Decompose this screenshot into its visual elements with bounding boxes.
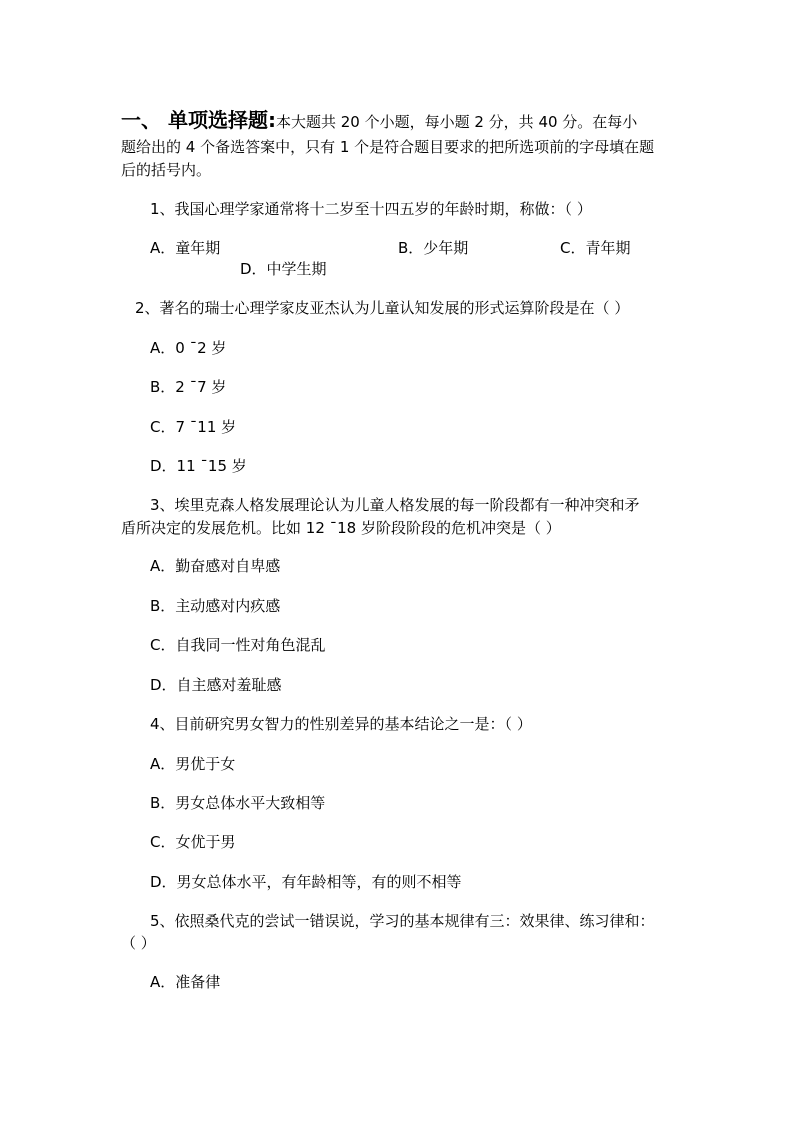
question-2-stem: 2、著名的瑞士心理学家皮亚杰认为儿童认知发展的形式运算阶段是在（ ） xyxy=(135,299,630,317)
section-instructions-1: 本大题共 20 个小题，每小题 2 分，共 40 分。在每小 xyxy=(275,113,638,131)
question-1-option-d[interactable]: D．中学生期 xyxy=(240,260,327,278)
question-3-option-d[interactable]: D．自主感对羞耻感 xyxy=(150,676,282,694)
question-4-option-c[interactable]: C．女优于男 xyxy=(150,833,236,851)
question-3-option-b[interactable]: B．主动感对内疚感 xyxy=(150,597,281,615)
section-title-colon: : xyxy=(267,108,276,132)
section-title: 一、 单项选择题 xyxy=(121,108,268,132)
question-1-option-c[interactable]: C．青年期 xyxy=(560,239,631,257)
question-2-option-d[interactable]: D．11 ¯15 岁 xyxy=(150,457,247,475)
question-1-stem: 1、我国心理学家通常将十二岁至十四五岁的年龄时期，称做：（ ） xyxy=(150,200,592,218)
question-5-stem-1: 5、依照桑代克的尝试一错误说，学习的基本规律有三：效果律、练习律和： xyxy=(150,912,655,930)
question-1-option-b[interactable]: B．少年期 xyxy=(398,239,469,257)
question-1-option-a[interactable]: A．童年期 xyxy=(150,239,221,257)
question-2-option-a[interactable]: A．0 ¯2 岁 xyxy=(150,339,227,357)
section-instructions-2: 题给出的 4 个备选答案中，只有 1 个是符合题目要求的把所选项前的字母填在题 xyxy=(121,138,655,156)
question-4-option-b[interactable]: B．男女总体水平大致相等 xyxy=(150,794,326,812)
question-5-stem-2: （ ） xyxy=(121,934,156,952)
section-instructions-3: 后的括号内。 xyxy=(121,161,212,179)
question-3-stem-1: 3、埃里克森人格发展理论认为儿童人格发展的每一阶段都有一种冲突和矛 xyxy=(150,496,640,514)
section-heading xyxy=(121,106,637,136)
question-5-option-a[interactable]: A．准备律 xyxy=(150,973,221,991)
question-4-option-d[interactable]: D．男女总体水平，有年龄相等，有的则不相等 xyxy=(150,873,462,891)
question-4-stem: 4、目前研究男女智力的性别差异的基本结论之一是：（ ） xyxy=(150,715,532,733)
question-3-option-c[interactable]: C．自我同一性对角色混乱 xyxy=(150,636,326,654)
question-2-option-c[interactable]: C．7 ¯11 岁 xyxy=(150,418,237,436)
question-2-option-b[interactable]: B．2 ¯7 岁 xyxy=(150,378,227,396)
question-3-option-a[interactable]: A．勤奋感对自卑感 xyxy=(150,557,281,575)
question-3-stem-2: 盾所决定的发展危机。比如 12 ¯18 岁阶段阶段的危机冲突是（ ） xyxy=(121,519,561,537)
question-4-option-a[interactable]: A．男优于女 xyxy=(150,755,236,773)
